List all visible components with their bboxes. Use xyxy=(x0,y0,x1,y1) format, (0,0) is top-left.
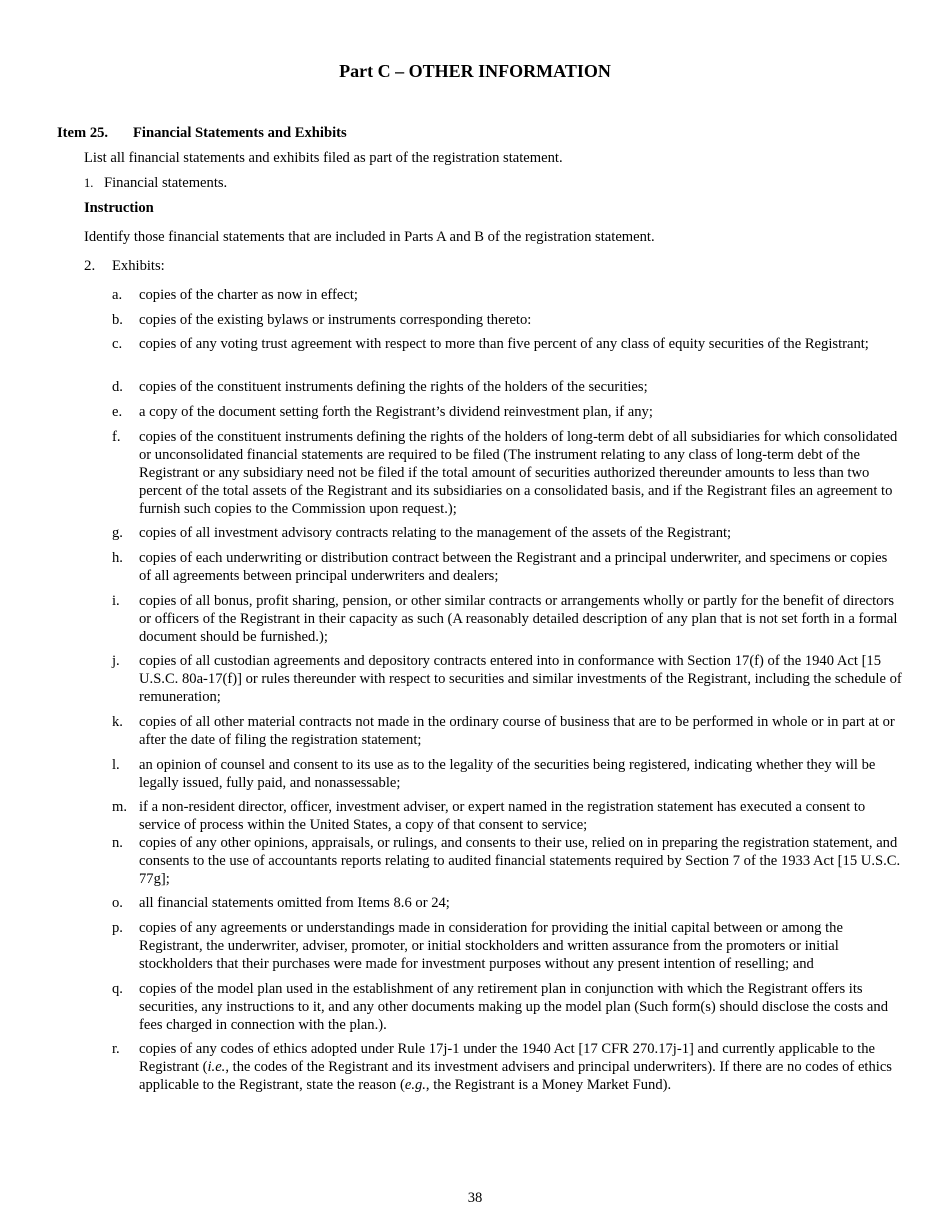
exhibit-text-italic: i.e. xyxy=(207,1059,226,1075)
exhibit-item-n xyxy=(112,834,902,888)
item-number: Item 25. xyxy=(57,125,109,141)
exhibit-text: copies of the charter as now in effect; xyxy=(139,287,358,303)
exhibit-item-o xyxy=(112,894,902,912)
instruction-text: Identify those financial statements that are included in Parts A and B of the registration statement. xyxy=(84,229,655,245)
exhibit-item-l xyxy=(112,756,902,792)
item-title: Financial Statements and Exhibits xyxy=(133,125,347,141)
exhibit-letter: f. xyxy=(112,429,121,445)
exhibit-item-m xyxy=(112,798,902,834)
exhibit-letter: d. xyxy=(112,379,123,395)
exhibit-letter: a. xyxy=(112,287,123,303)
exhibit-item-f xyxy=(112,428,902,518)
exhibit-item-a xyxy=(112,286,902,304)
section-number: 1. xyxy=(84,176,94,190)
exhibit-text: copies of any agreements or understandings made in consideration for providing the initial capital between or among the Registrant, the underwriter, adviser, promoter, or initial stockholders and written assurance from the promoters or initial stockholders that their purchases were made for investment purposes without any present intention of reselling; and xyxy=(139,920,843,972)
exhibit-item-c xyxy=(112,335,902,353)
exhibit-text: copies of all other material contracts not made in the ordinary course of business that are to be performed in whole or in part at or after the date of filing the registration statement; xyxy=(139,714,895,748)
intro-paragraph: List all financial statements and exhibits filed as part of the registration statement. xyxy=(84,150,563,166)
exhibit-text: an opinion of counsel and consent to its use as to the legality of the securities being registered, indicating whether they will be legally issued, fully paid, and nonassessable; xyxy=(139,757,876,791)
exhibit-letter: j. xyxy=(112,653,120,669)
exhibit-text: copies of the constituent instruments defining the rights of the holders of long-term debt of all subsidiaries for which consolidated or unconsolidated financial statements are required to be filed (The instrument relating to any class of long-term debt of the Registrant or any subsidiary need not be filed if the total amount of securities authorized thereunder amounts to less than two percent of the total assets of the Registrant and its subsidiaries on a consolidated basis, and if the Registrant files an agreement to furnish such copies to the Commission upon request.); xyxy=(139,429,898,517)
exhibit-text: a copy of the document setting forth the Registrant’s dividend reinvestment plan, if any; xyxy=(139,404,653,420)
exhibit-text: copies of the model plan used in the establishment of any retirement plan in conjunction with which the Registrant offers its securities, any instructions to it, and any other documents making up the model plan (Such form(s) should disclose the costs and fees charged in connection with the plan.). xyxy=(139,981,889,1033)
exhibit-letter: n. xyxy=(112,835,123,851)
exhibit-letter: b. xyxy=(112,312,123,328)
exhibit-text: if a non-resident director, officer, investment adviser, or expert named in the registration statement has executed a consent to service of process within the United States, a copy of that consent to service; xyxy=(139,799,866,833)
exhibit-text: copies of any other opinions, appraisals, or rulings, and consents to their use, relied on in preparing the registration statement, and consents to the use of accountants reports relating to audited financial statements required by Section 7 of the 1933 Act [15 U.S.C. 77g]; xyxy=(139,835,901,887)
exhibit-text: copies of any voting trust agreement with respect to more than five percent of any class of equity securities of the Registrant; xyxy=(139,336,869,352)
exhibit-letter: m. xyxy=(112,799,127,815)
exhibit-text: copies of all custodian agreements and depository contracts entered into in conformance with Section 17(f) of the 1940 Act [15 U.S.C. 80a-17(f)] or rules thereunder with respect to securities and similar investments of the Registrant, including the schedule of remuneration; xyxy=(139,653,902,705)
exhibit-item-i xyxy=(112,592,902,646)
exhibit-text-part: copies of any codes of ethics adopted under Rule 17j-1 under the 1940 Act [17 CFR 270.17j-1] and currently applicable to the Registrant ( xyxy=(139,1041,875,1075)
exhibit-item-j xyxy=(112,652,902,706)
page-number: 38 xyxy=(467,1190,483,1206)
exhibit-text-part: , the Registrant is a Money Market Fund). xyxy=(425,1077,672,1093)
section-exhibits xyxy=(84,257,165,275)
exhibit-item-p xyxy=(112,919,902,973)
exhibit-text-part: , the codes of the Registrant and its investment advisers and principal underwriters). If there are no codes of ethics applicable to the Registrant, state the reason ( xyxy=(139,1059,892,1093)
exhibit-item-h xyxy=(112,549,902,585)
exhibit-text: copies of all bonus, profit sharing, pension, or other similar contracts or arrangements wholly or partly for the benefit of directors or officers of the Registrant in their capacity as such (A reasonably detailed description of any plan that is not set forth in a formal document should be furnished.); xyxy=(139,593,898,645)
exhibit-item-g xyxy=(112,524,902,542)
exhibit-letter: c. xyxy=(112,336,123,352)
item-heading xyxy=(57,124,347,142)
exhibit-letter: p. xyxy=(112,920,123,936)
exhibit-text: copies of the existing bylaws or instruments corresponding thereto: xyxy=(139,312,532,328)
exhibit-letter: k. xyxy=(112,714,123,730)
exhibit-text xyxy=(139,1040,902,1094)
exhibit-letter: l. xyxy=(112,757,120,773)
exhibit-text: copies of the constituent instruments defining the rights of the holders of the securities; xyxy=(139,379,648,395)
exhibit-letter: o. xyxy=(112,895,123,911)
page-title: Part C – OTHER INFORMATION xyxy=(339,61,611,81)
exhibit-text: copies of all investment advisory contracts relating to the management of the assets of the Registrant; xyxy=(139,525,732,541)
exhibit-letter: g. xyxy=(112,525,123,541)
section-label: Financial statements. xyxy=(104,175,228,191)
exhibit-item-d xyxy=(112,378,902,396)
section-number: 2. xyxy=(84,258,96,274)
exhibit-letter: q. xyxy=(112,981,123,997)
exhibit-text: copies of each underwriting or distribution contract between the Registrant and a principal underwriter, and specimens or copies of all agreements between principal underwriters and dealers; xyxy=(139,550,888,584)
instruction-heading: Instruction xyxy=(84,200,154,216)
exhibit-item-r xyxy=(112,1040,902,1094)
exhibit-text: all financial statements omitted from Items 8.6 or 24; xyxy=(139,895,450,911)
exhibit-letter: h. xyxy=(112,550,123,566)
exhibit-item-e xyxy=(112,403,902,421)
exhibit-letter: e. xyxy=(112,404,123,420)
section-label: Exhibits: xyxy=(112,258,165,274)
exhibit-letter: r. xyxy=(112,1041,120,1057)
section-financial-statements xyxy=(84,174,227,192)
exhibit-text-italic: e.g. xyxy=(404,1077,426,1093)
exhibit-item-k xyxy=(112,713,902,749)
exhibit-item-b xyxy=(112,311,902,329)
exhibit-item-q xyxy=(112,980,902,1034)
exhibit-letter: i. xyxy=(112,593,120,609)
